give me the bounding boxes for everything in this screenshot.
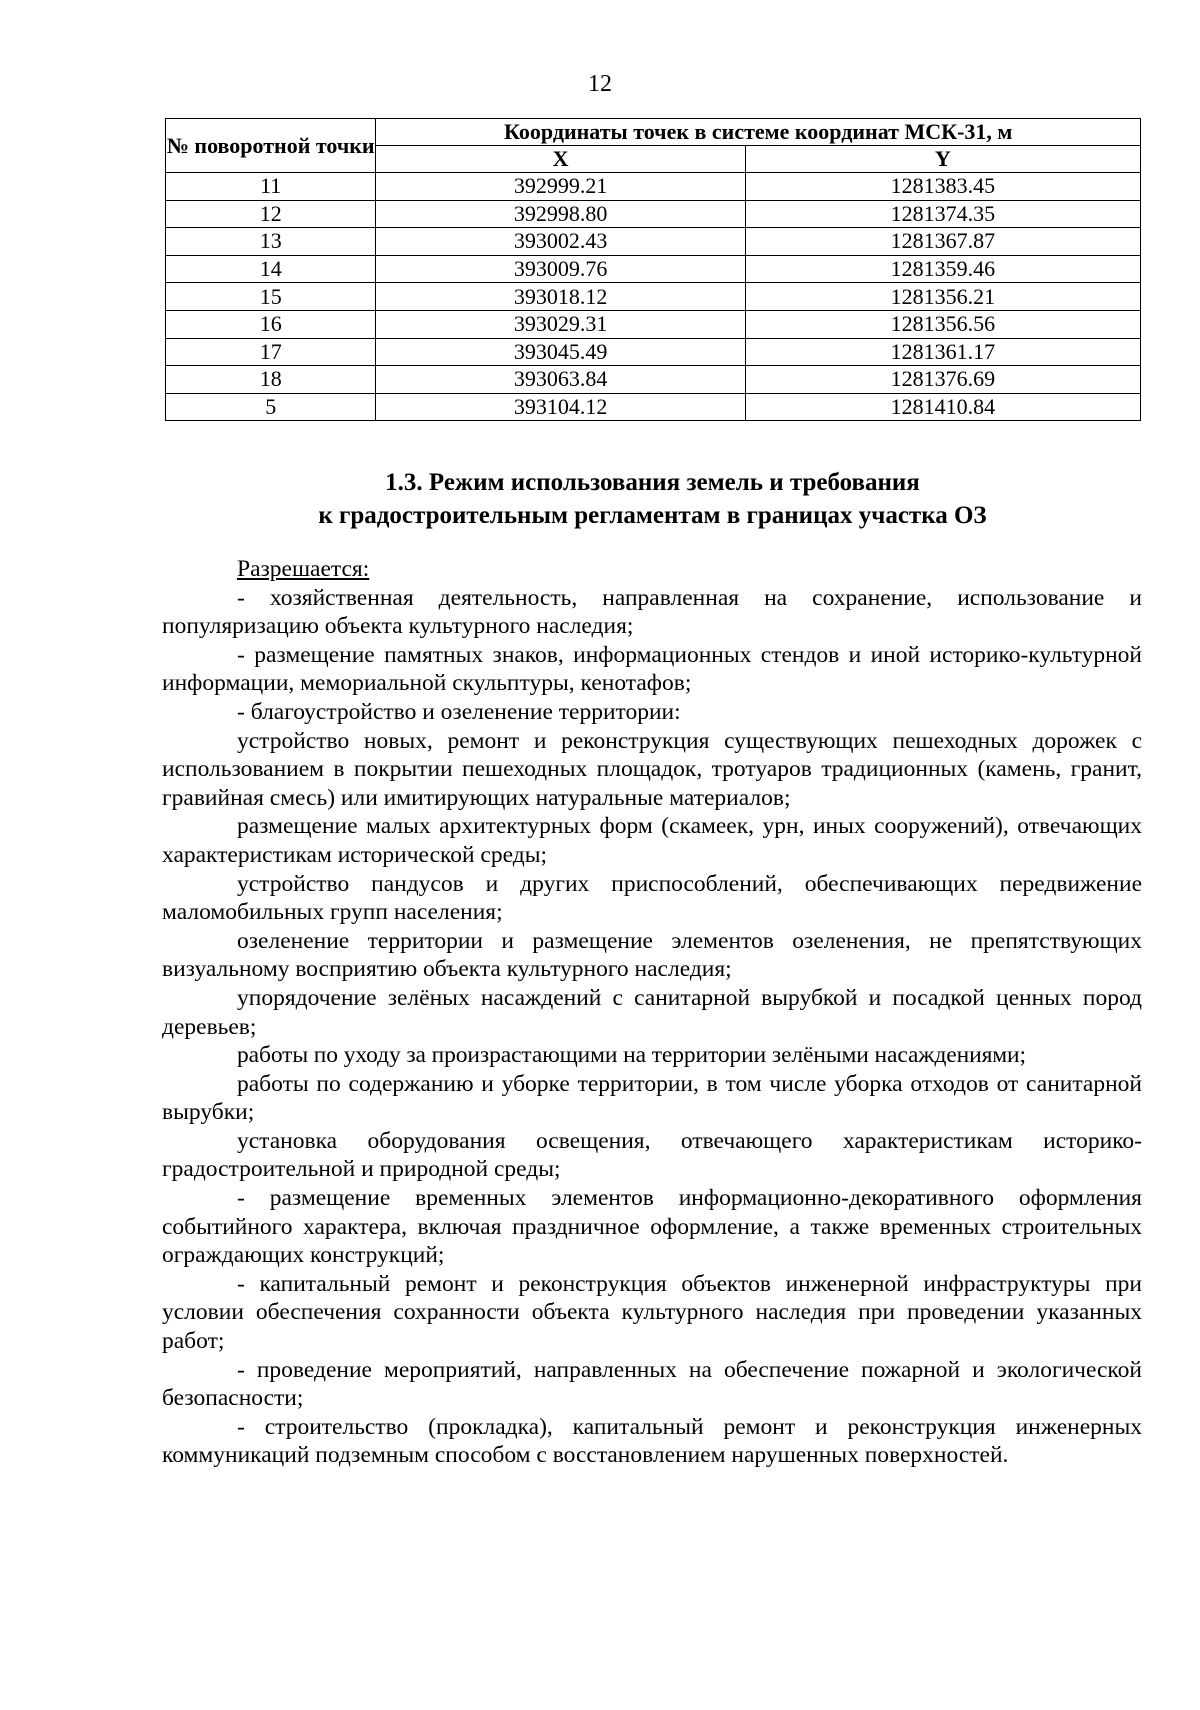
header-coordinates-group: Координаты точек в системе координат МСК-31, м <box>376 119 1141 146</box>
y-value: 1281356.21 <box>745 283 1140 311</box>
table-row <box>166 255 1141 283</box>
y-value: 1281367.87 <box>745 228 1140 256</box>
section-heading <box>160 466 1145 532</box>
paragraph: - капитальный ремонт и реконструкция объектов инженерной инфраструктуры при условии обеспечения сохранности объекта культурного наследия при проведении указанных работ; <box>162 1270 1142 1355</box>
y-value: 1281359.46 <box>745 255 1140 283</box>
page-number: 12 <box>588 71 612 97</box>
paragraph: - размещение памятных знаков, информационных стендов и иной историко-культурной информации, мемориальной скульптуры, кенотафов; <box>162 641 1142 697</box>
point-number: 14 <box>166 255 376 283</box>
table-row <box>166 173 1141 201</box>
point-number: 15 <box>166 283 376 311</box>
y-value: 1281410.84 <box>745 393 1140 421</box>
y-value: 1281361.17 <box>745 338 1140 366</box>
x-value: 393063.84 <box>376 366 745 394</box>
paragraph: установка оборудования освещения, отвечающего характеристикам историко-градостроительной и природной среды; <box>162 1127 1142 1183</box>
paragraph: - проведение мероприятий, направленных на обеспечение пожарной и экологической безопасности; <box>162 1356 1142 1412</box>
section-heading-line: 1.3. Режим использования земель и требования <box>385 469 920 496</box>
y-value: 1281374.35 <box>745 200 1140 228</box>
table-row <box>166 366 1141 394</box>
y-value: 1281356.56 <box>745 310 1140 338</box>
table-row <box>166 393 1141 421</box>
y-value: 1281383.45 <box>745 173 1140 201</box>
table-row <box>166 200 1141 228</box>
y-value: 1281376.69 <box>745 366 1140 394</box>
paragraph: размещение малых архитектурных форм (скамеек, урн, иных сооружений), отвечающих характеристикам исторической среды; <box>162 813 1142 868</box>
x-value: 393002.43 <box>376 228 745 256</box>
table-header-row <box>166 119 1141 146</box>
section-body <box>162 555 1142 1470</box>
x-value: 393104.12 <box>376 393 745 421</box>
paragraph: упорядочение зелёных насаждений с санитарной вырубкой и посадкой ценных пород деревьев; <box>162 984 1142 1040</box>
x-value: 393009.76 <box>376 255 745 283</box>
point-number: 5 <box>166 393 376 421</box>
paragraph: работы по содержанию и уборке территории, в том числе уборка отходов от санитарной вырубки; <box>162 1070 1142 1126</box>
paragraph: - благоустройство и озеленение территории: <box>237 698 681 725</box>
point-number: 12 <box>166 200 376 228</box>
paragraph: - размещение временных элементов информационно-декоративного оформления событийного характера, включая праздничное оформление, а также временных строительных ограждающих конструкций; <box>162 1185 1142 1269</box>
header-point-number: № поворотной точки <box>166 119 376 173</box>
x-value: 392999.21 <box>376 173 745 201</box>
point-number: 18 <box>166 366 376 394</box>
x-value: 392998.80 <box>376 200 745 228</box>
paragraph: работы по уходу за произрастающими на территории зелёными насаждениями; <box>237 1042 1026 1069</box>
point-number: 17 <box>166 338 376 366</box>
table-row <box>166 338 1141 366</box>
header-y: Y <box>745 146 1140 173</box>
paragraph: устройство новых, ремонт и реконструкция существующих пешеходных дорожек с использованием в покрытии пешеходных площадок, тротуаров традиционных (камень, гранит, гравийная смесь) или имитирующих натуральные материалов; <box>162 727 1142 811</box>
table-row <box>166 228 1141 256</box>
paragraph: - строительство (прокладка), капитальный ремонт и реконструкция инженерных коммуникаций подземным способом с восстановлением нарушенных поверхностей. <box>162 1413 1142 1469</box>
table-body <box>166 173 1141 421</box>
point-number: 13 <box>166 228 376 256</box>
table-row <box>166 283 1141 311</box>
x-value: 393045.49 <box>376 338 745 366</box>
x-value: 393029.31 <box>376 310 745 338</box>
section-heading-line: к градостроительным регламентам в границах участка ОЗ <box>318 502 987 529</box>
allowed-label: Разрешается: <box>237 556 370 582</box>
table-row <box>166 310 1141 338</box>
point-number: 11 <box>166 173 376 201</box>
paragraph: устройство пандусов и других приспособлений, обеспечивающих передвижение маломобильных групп населения; <box>162 870 1142 926</box>
point-number: 16 <box>166 310 376 338</box>
x-value: 393018.12 <box>376 283 745 311</box>
paragraph: - хозяйственная деятельность, направленная на сохранение, использование и популяризацию объекта культурного наследия; <box>162 584 1142 640</box>
header-x: X <box>376 146 745 173</box>
coordinates-table <box>165 118 1141 421</box>
paragraph: озеленение территории и размещение элементов озеленения, не препятствующих визуальному восприятию объекта культурного наследия; <box>162 927 1142 983</box>
